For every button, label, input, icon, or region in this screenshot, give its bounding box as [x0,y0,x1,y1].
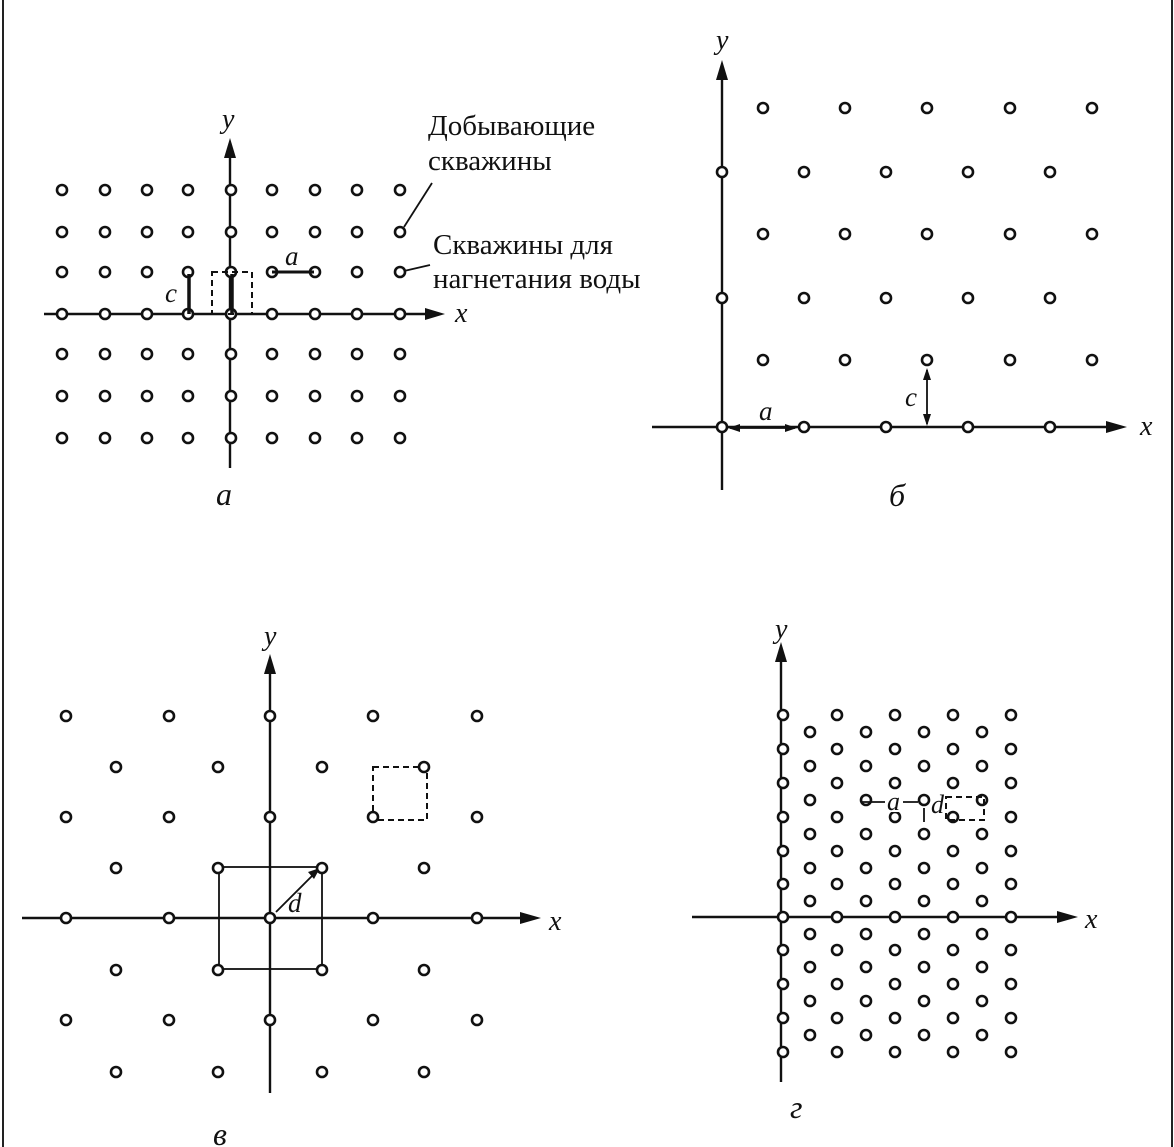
panel-a-y-arrow [224,138,236,158]
well-marker [265,711,275,721]
panel-g-x-arrow [1057,911,1078,923]
well-marker [1087,355,1097,365]
well-marker [890,1047,900,1057]
panel-a-leader-injection [404,265,430,271]
well-marker [758,103,768,113]
well-marker [717,167,727,177]
well-marker [265,1015,275,1025]
well-marker [1006,945,1016,955]
well-marker [890,979,900,989]
well-marker [758,355,768,365]
well-marker [183,227,193,237]
well-marker [317,762,327,772]
well-marker [100,349,110,359]
well-marker [948,710,958,720]
panel-a-dim-c: c [165,278,177,308]
panel-b-dim-c-arrow-bottom [923,414,931,426]
well-marker [799,422,809,432]
well-marker [922,229,932,239]
well-marker [890,912,900,922]
well-marker [368,711,378,721]
well-marker [395,349,405,359]
well-marker [61,711,71,721]
panel-b-x-arrow [1106,421,1127,433]
well-marker [832,912,842,922]
well-marker [717,422,727,432]
well-marker [977,929,987,939]
well-marker [265,812,275,822]
well-marker [1087,103,1097,113]
well-marker [919,761,929,771]
well-marker [922,355,932,365]
panel-a-caption: а [216,476,232,512]
well-marker [61,1015,71,1025]
well-marker [213,1067,223,1077]
well-marker [1045,422,1055,432]
well-marker [472,711,482,721]
panel-g-dim-d: d [931,790,944,819]
well-marker [778,710,788,720]
panel-v-y-arrow [264,654,276,674]
well-marker [57,227,67,237]
panel-b-caption: б [889,477,906,513]
well-marker [310,185,320,195]
panel-a-dim-a: a [285,241,299,271]
well-marker [267,433,277,443]
well-marker [778,945,788,955]
well-marker [832,812,842,822]
well-marker [861,1030,871,1040]
well-marker [948,1047,958,1057]
well-marker [805,863,815,873]
well-marker [226,227,236,237]
well-marker [164,1015,174,1025]
well-marker [57,309,67,319]
panel-a-x-arrow [425,308,445,320]
legend-injection-line2: нагнетания воды [433,263,641,295]
well-marker [919,1030,929,1040]
well-marker [419,1067,429,1077]
well-marker [832,945,842,955]
well-marker [100,185,110,195]
well-marker [267,309,277,319]
well-marker [832,1047,842,1057]
well-marker [861,727,871,737]
well-marker [799,293,809,303]
well-marker [977,727,987,737]
well-marker [1005,355,1015,365]
well-marker [213,863,223,873]
well-marker [881,293,891,303]
well-marker [352,267,362,277]
well-marker [805,1030,815,1040]
well-marker [310,309,320,319]
well-marker [368,812,378,822]
well-marker [977,761,987,771]
well-marker [226,433,236,443]
well-marker [183,185,193,195]
panel-b-y-arrow [716,60,728,80]
well-marker [1006,912,1016,922]
well-marker [758,229,768,239]
well-marker [805,795,815,805]
well-marker [100,267,110,277]
well-marker [840,355,850,365]
well-marker [948,912,958,922]
legend-injection-line1: Скважины для [433,229,613,261]
well-marker [832,879,842,889]
well-marker [1006,879,1016,889]
well-marker [310,391,320,401]
panel-g-x-label: x [1085,904,1098,935]
well-marker [57,391,67,401]
well-marker [890,744,900,754]
panel-b-dim-c-arrow-top [923,368,931,380]
well-marker [919,727,929,737]
well-marker [100,433,110,443]
well-marker [226,391,236,401]
well-marker [778,979,788,989]
well-marker [778,1013,788,1023]
well-marker [919,929,929,939]
well-marker [977,996,987,1006]
well-marker [1045,293,1055,303]
well-marker [805,829,815,839]
well-marker [368,913,378,923]
panel-b [652,25,1153,513]
well-marker [142,267,152,277]
well-marker [948,979,958,989]
well-marker [265,913,275,923]
panel-v-caption: в [213,1116,227,1147]
well-marker [57,433,67,443]
well-marker [1006,710,1016,720]
panel-g-caption: г [790,1089,803,1125]
well-marker [861,761,871,771]
well-marker [395,309,405,319]
well-marker [164,812,174,822]
well-marker [352,433,362,443]
well-marker [267,391,277,401]
well-marker [919,795,929,805]
well-marker [948,945,958,955]
well-marker [226,185,236,195]
well-marker [368,1015,378,1025]
well-marker [861,996,871,1006]
well-marker [183,391,193,401]
panel-b-y-label: y [716,25,729,56]
well-marker [977,962,987,972]
well-marker [419,965,429,975]
well-marker [352,309,362,319]
well-marker [799,167,809,177]
well-marker [805,761,815,771]
panel-v-x-label: x [549,906,562,937]
well-marker [100,391,110,401]
well-marker [1006,979,1016,989]
well-marker [1006,1013,1016,1023]
well-marker [472,812,482,822]
well-marker [919,863,929,873]
well-marker [142,227,152,237]
well-marker [1006,778,1016,788]
well-marker [164,711,174,721]
well-marker [948,879,958,889]
well-marker [395,227,405,237]
well-marker [861,829,871,839]
well-marker [832,979,842,989]
panel-g-dim-a: a [887,787,900,816]
well-marker [1006,744,1016,754]
panel-b-dim-c: c [905,382,917,412]
well-marker [890,846,900,856]
panel-a-y-label: y [222,104,235,135]
well-marker [111,1067,121,1077]
legend-producing-line1: Добывающие [428,110,596,142]
panel-v-wells [61,711,482,1077]
well-marker [778,879,788,889]
well-marker [1006,846,1016,856]
panel-g-y-label: y [775,614,788,645]
well-marker [57,185,67,195]
well-marker [922,103,932,113]
well-marker [948,1013,958,1023]
well-marker [142,433,152,443]
well-marker [805,727,815,737]
well-marker [100,309,110,319]
well-marker [142,391,152,401]
well-marker [832,710,842,720]
well-marker [419,863,429,873]
well-marker [977,863,987,873]
well-marker [1006,1047,1016,1057]
well-marker [310,349,320,359]
well-marker [267,185,277,195]
well-marker [142,349,152,359]
well-marker [890,1013,900,1023]
panel-v-element-outline [373,767,427,820]
well-marker [805,996,815,1006]
panel-b-dim-a: a [759,396,773,426]
well-marker [881,167,891,177]
well-marker [317,1067,327,1077]
panel-g-wells [778,710,1016,1057]
panel-b-x-label: x [1140,411,1153,442]
well-marker [472,1015,482,1025]
well-marker [61,812,71,822]
well-marker [805,962,815,972]
well-marker [1045,167,1055,177]
well-marker [317,863,327,873]
panel-a-leader-producing [404,183,432,227]
well-marker [1087,229,1097,239]
well-marker [1006,812,1016,822]
well-marker [778,812,788,822]
well-marker [317,965,327,975]
well-marker [840,229,850,239]
well-marker [57,267,67,277]
well-marker [963,422,973,432]
well-marker [948,744,958,754]
well-marker [832,778,842,788]
well-marker [1005,103,1015,113]
well-marker [778,846,788,856]
well-marker [963,167,973,177]
well-marker [57,349,67,359]
well-marker [395,185,405,195]
panel-v [22,621,562,1147]
well-marker [778,778,788,788]
well-marker [881,422,891,432]
well-marker [977,1030,987,1040]
well-marker [213,965,223,975]
well-marker [111,965,121,975]
well-marker [1005,229,1015,239]
well-marker [395,433,405,443]
well-marker [861,962,871,972]
well-marker [890,710,900,720]
well-marker [861,863,871,873]
well-marker [948,846,958,856]
well-marker [832,744,842,754]
well-marker [142,185,152,195]
well-marker [778,1047,788,1057]
well-marker [919,829,929,839]
well-marker [977,896,987,906]
panel-v-y-label: y [264,621,277,652]
legend-producing-line2: скважины [428,145,552,177]
panel-g-y-arrow [775,642,787,662]
well-marker [395,391,405,401]
well-marker [832,846,842,856]
well-marker [890,945,900,955]
well-marker [832,1013,842,1023]
well-marker [919,996,929,1006]
well-marker [861,896,871,906]
well-marker [717,293,727,303]
panel-b-dim-a-arrow-right [785,424,797,432]
well-marker [352,185,362,195]
well-marker [963,293,973,303]
well-marker [111,762,121,772]
well-marker [919,962,929,972]
well-marker [805,929,815,939]
well-marker [840,103,850,113]
well-marker [61,913,71,923]
well-marker [778,744,788,754]
well-marker [226,349,236,359]
panel-g [692,614,1098,1125]
well-marker [419,762,429,772]
panel-a-x-label: x [455,298,468,329]
well-marker [778,912,788,922]
well-marker [183,349,193,359]
well-marker [861,795,871,805]
well-marker [267,227,277,237]
well-marker [472,913,482,923]
well-marker [352,227,362,237]
panel-v-x-arrow [520,912,541,924]
well-marker [352,391,362,401]
panel-a [44,104,641,512]
well-marker [111,863,121,873]
well-marker [352,349,362,359]
well-marker [890,879,900,889]
panel-v-dim-d: d [288,888,302,918]
well-marker [919,896,929,906]
well-marker [100,227,110,237]
well-marker [861,929,871,939]
well-marker [395,267,405,277]
well-marker [142,309,152,319]
well-marker [183,433,193,443]
well-marker [948,778,958,788]
well-marker [213,762,223,772]
panel-b-dim-a-arrow-left [728,424,740,432]
well-marker [805,896,815,906]
well-marker [310,227,320,237]
well-marker [164,913,174,923]
well-marker [310,433,320,443]
well-marker [267,349,277,359]
well-marker [977,829,987,839]
